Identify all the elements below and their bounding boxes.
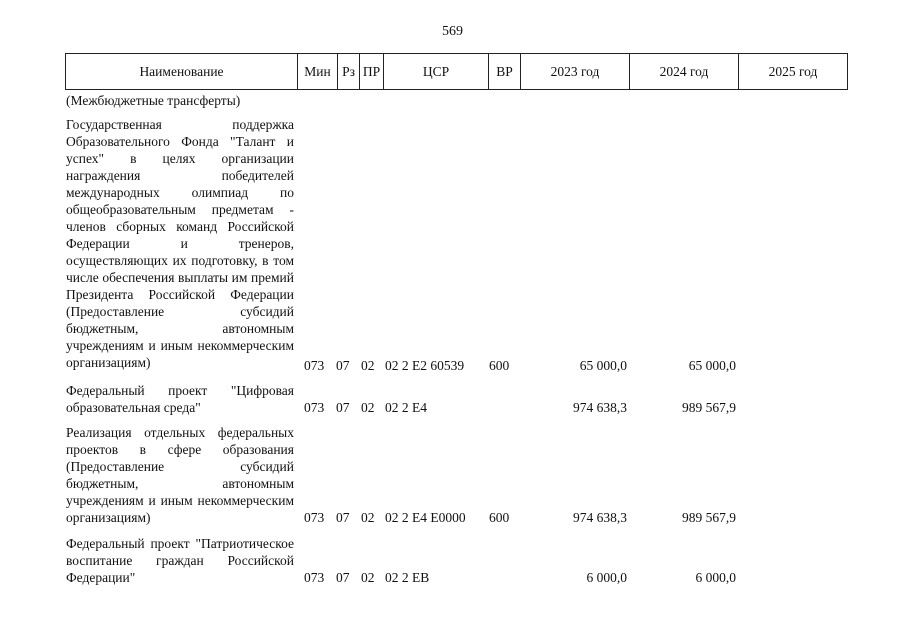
row-2023: 65 000,0 <box>579 358 627 373</box>
row-name: Федеральный проект "Патриотическое воспитание граждан Российской Федерации" <box>66 536 294 585</box>
row-csr: 02 2 E4 E0000 <box>385 510 466 525</box>
row-rz: 07 <box>336 358 350 373</box>
row-name: (Межбюджетные трансферты) <box>66 93 241 108</box>
row-name: Государственная поддержка Образовательного Фонда "Талант и успех" в целях организации награждения победителей международных олимпиад по общеобразовательным предметам - членов сборных команд Российской Федерации и тренеров, осуществляющих их подготовку, в том числе обеспечения выплаты им премий Президента Российской Федерации (Предоставление субсидий бюджетным, автономным учреждениям и иным некоммерческим организациям) <box>66 117 294 370</box>
row-min: 073 <box>304 400 325 415</box>
row-2024: 989 567,9 <box>682 400 736 415</box>
header-pr: ПР <box>360 54 384 90</box>
row-name: Реализация отдельных федеральных проектов в сфере образования (Предоставление субсидий бюджетным, автономным учреждениям и иным некоммерческим организациям) <box>66 425 294 525</box>
row-csr: 02 2 EB <box>385 570 430 585</box>
row-name: Федеральный проект "Цифровая образовательная среда" <box>66 383 294 415</box>
header-vr: ВР <box>489 54 521 90</box>
header-csr: ЦСР <box>384 54 489 90</box>
row-pr: 02 <box>361 510 375 525</box>
header-min: Мин <box>298 54 338 90</box>
row-min: 073 <box>304 358 325 373</box>
row-csr: 02 2 E2 60539 <box>385 358 465 373</box>
header-2024: 2024 год <box>630 54 739 90</box>
row-2024: 989 567,9 <box>682 510 736 525</box>
header-2023: 2023 год <box>521 54 630 90</box>
header-rz: Рз <box>338 54 360 90</box>
row-min: 073 <box>304 570 325 585</box>
row-vr: 600 <box>489 358 510 373</box>
row-pr: 02 <box>361 570 375 585</box>
row-rz: 07 <box>336 400 350 415</box>
page-number: 569 <box>442 24 463 39</box>
row-2024: 6 000,0 <box>695 570 736 585</box>
table-header <box>65 53 848 90</box>
row-vr: 600 <box>489 510 510 525</box>
header-name: Наименование <box>66 54 298 90</box>
row-min: 073 <box>304 510 325 525</box>
header-2025: 2025 год <box>739 54 848 90</box>
row-2023: 974 638,3 <box>573 400 627 415</box>
row-2023: 974 638,3 <box>573 510 627 525</box>
row-rz: 07 <box>336 510 350 525</box>
row-2024: 65 000,0 <box>688 358 736 373</box>
row-pr: 02 <box>361 358 375 373</box>
row-pr: 02 <box>361 400 375 415</box>
row-rz: 07 <box>336 570 350 585</box>
row-2023: 6 000,0 <box>586 570 627 585</box>
row-csr: 02 2 E4 <box>385 400 427 415</box>
